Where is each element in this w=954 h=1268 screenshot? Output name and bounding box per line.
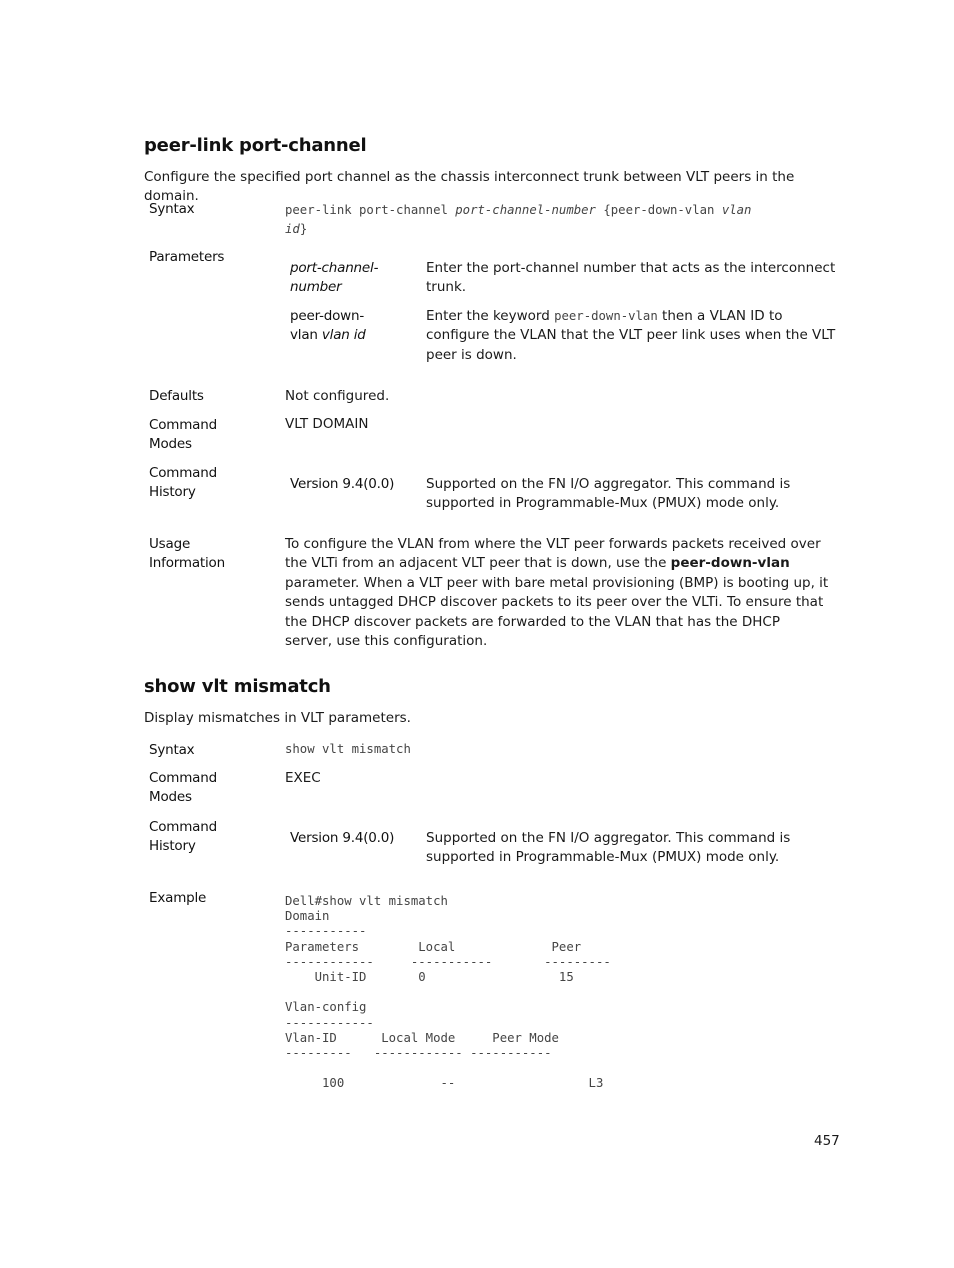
section-description: Configure the specified port channel as the chassis interconnect trunk between VLT peers in the domain. (144, 169, 795, 205)
command-history-label: Command History (149, 819, 217, 855)
history-version: Version 9.4(0.0) (290, 830, 395, 846)
param-desc-port-channel-number: Enter the port-channel number that acts as the interconnect trunk. (426, 260, 836, 296)
section-title-peer-link: peer-link port-channel (144, 135, 367, 156)
command-modes-value: EXEC (285, 770, 321, 786)
syntax-command: peer-link port-channel port-channel-number {peer-down-vlan vlan id} (285, 203, 752, 236)
section-title-show-vlt-mismatch: show vlt mismatch (144, 676, 331, 697)
syntax-label: Syntax (149, 742, 195, 758)
syntax-command: show vlt mismatch (285, 742, 411, 756)
page-number: 457 (814, 1133, 840, 1149)
command-modes-label: Command Modes (149, 417, 217, 453)
param-desc-peer-down-vlan: Enter the keyword peer-down-vlan then a VLAN ID to configure the VLAN that the VLT peer link uses when the VLT peer is down. (426, 308, 836, 363)
history-description: Supported on the FN I/O aggregator. This command is supported in Programmable-Mux (PMUX) mode only. (426, 476, 791, 512)
parameters-label: Parameters (149, 249, 225, 265)
history-description: Supported on the FN I/O aggregator. This command is supported in Programmable-Mux (PMUX) mode only. (426, 830, 791, 866)
syntax-label: Syntax (149, 201, 195, 217)
param-name-port-channel-number: port-channel- number (290, 260, 379, 296)
command-history-label: Command History (149, 465, 217, 501)
usage-information-label: Usage Information (149, 536, 225, 572)
example-label: Example (149, 890, 207, 906)
command-modes-value: VLT DOMAIN (285, 416, 369, 432)
defaults-value: Not configured. (285, 388, 390, 404)
command-modes-label: Command Modes (149, 770, 217, 806)
param-name-peer-down-vlan: peer-down- vlan vlan id (290, 308, 366, 344)
example-code-block: Dell#show vlt mismatch Domain ----------- Parameters Local Peer ------------ ----------- --------- Unit-ID 0 15 Vlan-config ------------ Vlan-ID Local Mode Peer Mode --------- ------------ ----------- 100 -- L3 (285, 894, 611, 1091)
history-version: Version 9.4(0.0) (290, 476, 395, 492)
defaults-label: Defaults (149, 388, 204, 404)
section-description: Display mismatches in VLT parameters. (144, 710, 411, 726)
usage-information-text: To configure the VLAN from where the VLT peer forwards packets received over the VLTi from an adjacent VLT peer that is down, use the peer-down-vlan parameter. When a VLT peer with bare metal provisioning (BMP) is booting up, it sends untagged DHCP discover packets to its peer over the VLTi. To ensure that the DHCP discover packets are forwarded to the VLAN that has the DHCP server, use this configuration. (285, 536, 829, 650)
